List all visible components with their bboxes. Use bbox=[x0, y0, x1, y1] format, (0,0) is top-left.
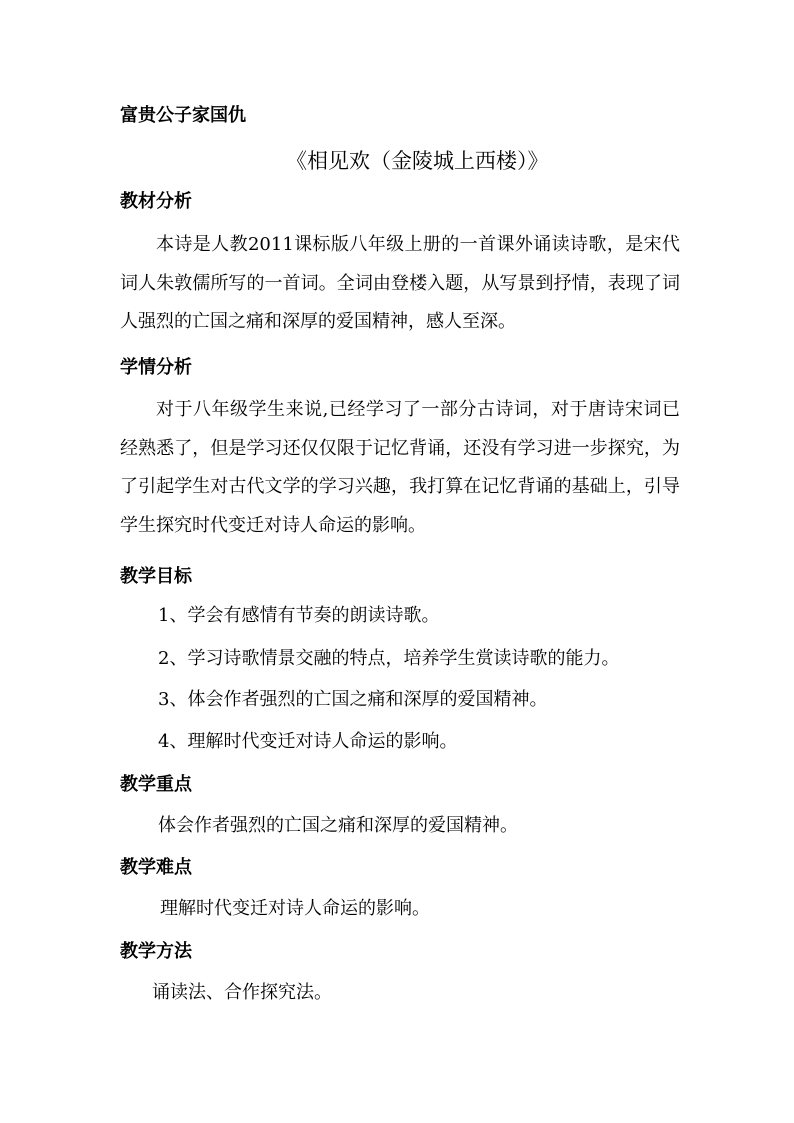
difficulties-text: 理解时代变迁对诗人命运的影响。 bbox=[160, 898, 430, 919]
section-heading-learner-analysis: 学情分析 bbox=[120, 357, 192, 378]
learner-analysis-paragraph: 对于八年级学生来说,已经学习了一部分古诗词，对于唐诗宋词已经熟悉了，但是学习还仅仅限于记忆背诵，还没有学习进一步探究，为了引起学生对古代文学的学习兴趣，我打算在记忆背诵的基础上，引导学生探究时代变迁对诗人命运的影响。 bbox=[120, 399, 680, 537]
document-subtitle: 富贵公子家国仇 bbox=[120, 105, 246, 126]
document-title: 《相见欢（金陵城上西楼）》 bbox=[286, 149, 549, 173]
key-points-text: 体会作者强烈的亡国之痛和深厚的爱国精神。 bbox=[158, 815, 518, 836]
section-heading-difficulties: 教学难点 bbox=[120, 857, 192, 878]
objective-item: 1、学会有感情有节奏的朗读诗歌。 bbox=[158, 605, 440, 626]
objective-item: 3、体会作者强烈的亡国之痛和深厚的爱国精神。 bbox=[158, 689, 548, 710]
methods-text: 诵读法、合作探究法。 bbox=[152, 982, 332, 1003]
section-heading-key-points: 教学重点 bbox=[120, 774, 192, 795]
objective-item: 4、理解时代变迁对诗人命运的影响。 bbox=[158, 731, 458, 752]
section-heading-methods: 教学方法 bbox=[120, 941, 192, 962]
textbook-analysis-paragraph: 本诗是人教2011课标版八年级上册的一首课外诵读诗歌，是宋代词人朱敦儒所写的一首词。全词由登楼入题，从写景到抒情，表现了词人强烈的亡国之痛和深厚的爱国精神，感人至深。 bbox=[120, 234, 680, 333]
objective-item: 2、学习诗歌情景交融的特点，培养学生赏读诗歌的能力。 bbox=[158, 648, 620, 669]
section-heading-textbook-analysis: 教材分析 bbox=[120, 191, 192, 212]
section-heading-objectives: 教学目标 bbox=[120, 566, 192, 587]
